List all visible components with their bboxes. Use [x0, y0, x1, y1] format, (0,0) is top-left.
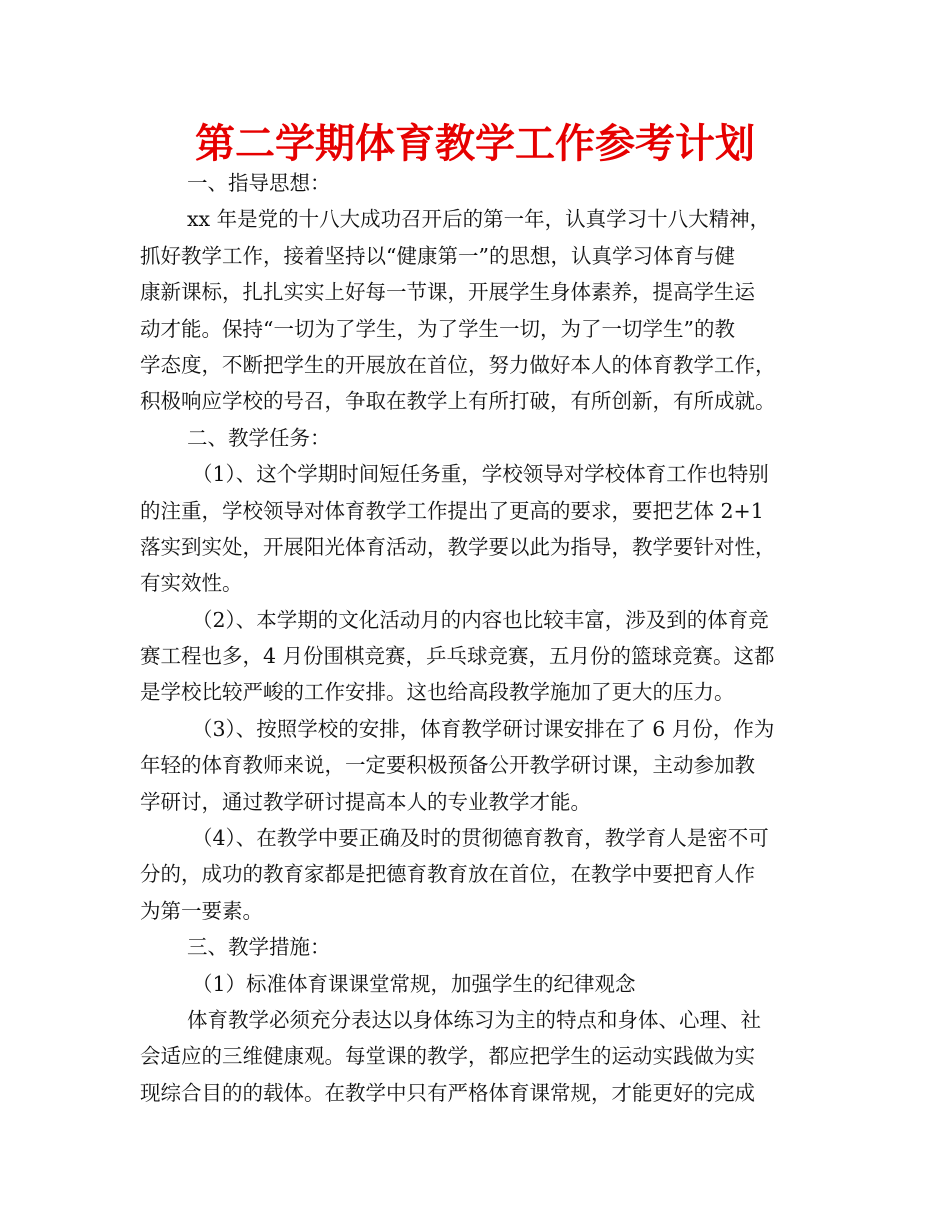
paragraph-line: （1）、这个学期时间短任务重，学校领导对学校体育工作也特别 [192, 462, 769, 487]
section-heading: 二、教学任务： [187, 425, 331, 450]
paragraph-line: 分的，成功的教育家都是把德育教育放在首位，在教学中要把育人作 [140, 862, 755, 887]
paragraph-line: 动才能。保持“一切为了学生，为了学生一切，为了一切学生”的教 [140, 316, 735, 341]
document-body [140, 165, 820, 1111]
subsection-heading: （1）标准体育课课堂常规，加强学生的纪律观念 [192, 971, 636, 996]
paragraph-line: 积极响应学校的号召，争取在教学上有所打破，有所创新，有所成就。 [140, 389, 776, 414]
paragraph-line: （3）、按照学校的安排，体育教学研讨课安排在了 6 月份，作为 [192, 716, 775, 741]
paragraph-line: 现综合目的的载体。在教学中只有严格体育课常规，才能更好的完成 [140, 1080, 755, 1105]
paragraph-line: 会适应的三维健康观。每堂课的教学，都应把学生的运动实践做为实 [140, 1044, 755, 1069]
paragraph-line: 学态度，不断把学生的开展放在首位，努力做好本人的体育教学工作， [140, 352, 776, 377]
paragraph-line: 康新课标，扎扎实实上好每一节课，开展学生身体素养，提高学生运 [140, 280, 755, 305]
paragraph-line: 是学校比较严峻的工作安排。这也给高段教学施加了更大的压力。 [140, 680, 735, 705]
paragraph-line: （4）、在教学中要正确及时的贯彻德育教育，教学育人是密不可 [192, 826, 769, 851]
paragraph-line: 体育教学必须充分表达以身体练习为主的特点和身体、心理、社 [187, 1007, 761, 1032]
paragraph-line: 学研讨，通过教学研讨提高本人的专业教学才能。 [140, 789, 591, 814]
paragraph-line: （2）、本学期的文化活动月的内容也比较丰富，涉及到的体育竞 [192, 607, 769, 632]
section-heading: 三、教学措施： [187, 935, 331, 960]
paragraph-line: 抓好教学工作，接着坚持以“健康第一”的思想，认真学习体育与健 [140, 243, 735, 268]
document-title: 第二学期体育教学工作参考计划 [195, 121, 755, 167]
section-heading: 一、指导思想： [187, 171, 331, 195]
paragraph-line: 的注重，学校领导对体育教学工作提出了更高的要求，要把艺体 2+1 [140, 498, 764, 523]
paragraph-line: 年轻的体育教师来说，一定要积极预备公开教学研讨课，主动参加教 [140, 753, 755, 778]
paragraph-line: 赛工程也多，4 月份围棋竞赛，乒乓球竞赛，五月份的篮球竞赛。这都 [140, 644, 775, 669]
paragraph-line: 有实效性。 [140, 571, 243, 596]
paragraph-line: 为第一要素。 [140, 898, 263, 923]
paragraph-line: xx 年是党的十八大成功召开后的第一年，认真学习十八大精神， [187, 207, 771, 232]
paragraph-line: 落实到实处，开展阳光体育活动，教学要以此为指导，教学要针对性， [140, 534, 776, 559]
